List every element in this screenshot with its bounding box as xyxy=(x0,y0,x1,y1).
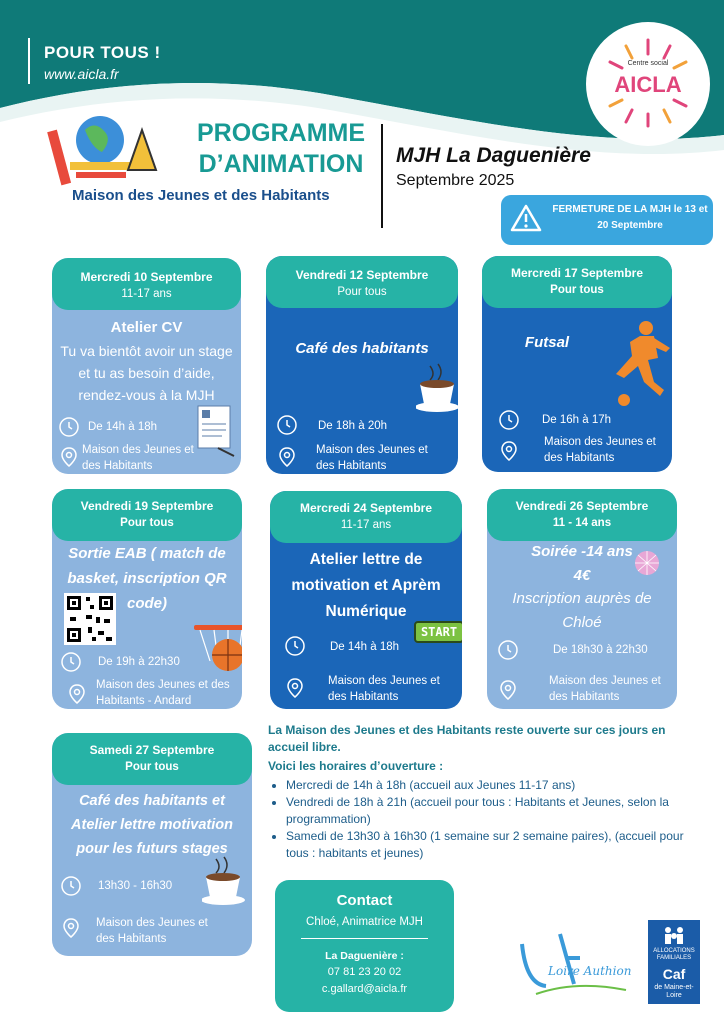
card-date: Vendredi 19 Septembre xyxy=(80,499,214,513)
location-pin-icon xyxy=(58,446,80,468)
card-time: De 19h à 22h30 xyxy=(98,656,180,668)
loire-authion-logo xyxy=(516,924,640,1004)
card-title: Café des habitants et Atelier lettre motivation pour les futurs stages xyxy=(71,793,233,857)
caf-family-icon xyxy=(662,924,686,946)
card-description: Tu va bientôt avoir un stage et tu as besoin d’aide, rendez-vous à la MJH xyxy=(60,343,233,403)
caf-top: ALLOCATIONS FAMILIALES xyxy=(653,948,695,961)
card-date: Vendredi 12 Septembre xyxy=(295,268,429,282)
location-pin-icon xyxy=(66,683,88,705)
title-line-1: PROGRAMME xyxy=(196,119,366,147)
school-supplies-icon xyxy=(40,100,170,190)
contact-card xyxy=(275,880,454,1012)
card-audience: 11-17 ans xyxy=(340,519,392,531)
card-price: 4€ xyxy=(573,567,591,584)
card-date: Mercredi 10 Septembre xyxy=(80,270,213,284)
event-card-sortie-eab xyxy=(52,489,242,709)
card-header xyxy=(270,491,462,543)
card-header xyxy=(482,256,672,308)
location-pin-icon xyxy=(60,917,82,939)
website-url[interactable]: www.aicla.fr xyxy=(44,66,119,82)
card-date: Vendredi 26 Septembre xyxy=(515,499,649,513)
card-header xyxy=(52,733,252,785)
card-title: Futsal xyxy=(524,334,570,351)
clock-icon xyxy=(276,414,298,436)
card-header xyxy=(52,489,242,541)
card-time: De 14h à 18h xyxy=(330,641,400,653)
clock-icon xyxy=(58,416,80,438)
clock-icon xyxy=(284,635,306,657)
logo-caption: Centre social xyxy=(627,60,669,67)
football-player-icon xyxy=(610,318,672,410)
coffee-cup-icon xyxy=(416,362,458,418)
event-card-futsal xyxy=(482,256,672,472)
card-audience: 11 - 14 ans xyxy=(552,517,612,529)
caf-name: Caf xyxy=(662,966,686,982)
contact-place: La Daguenière : xyxy=(325,950,404,962)
card-title: Soirée -14 ans xyxy=(531,543,633,560)
location-pin-icon xyxy=(498,440,520,462)
card-place: Maison des Jeunes et des Habitants - Andard xyxy=(96,679,230,707)
card-title: Café des habitants xyxy=(295,340,429,357)
info-hours-title: Voici les horaires d’ouverture : xyxy=(268,759,444,773)
loire-authion-text: Loire Authion xyxy=(548,964,632,978)
month-label: Septembre 2025 xyxy=(396,172,515,189)
card-time: De 18h30 à 22h30 xyxy=(553,644,648,656)
card-title: Atelier lettre de motivation et Aprèm Numérique xyxy=(291,551,441,620)
program-subtitle: Maison des Jeunes et des Habitants xyxy=(72,187,330,204)
clock-icon xyxy=(60,875,82,897)
disco-ball-icon xyxy=(633,549,661,577)
hours-item: • Samedi de 13h30 à 16h30 (1 semaine sur 2 semaine paires), (accueil pour tous : habitants et jeunes) xyxy=(286,828,698,862)
event-card-atelier-lettre xyxy=(270,491,462,709)
info-intro: La Maison des Jeunes et des Habitants reste ouverte sur ces jours en accueil libre. xyxy=(268,723,666,754)
qr-code-icon[interactable] xyxy=(64,593,116,645)
card-header xyxy=(266,256,458,308)
title-divider xyxy=(381,124,383,228)
card-date: Samedi 27 Septembre xyxy=(89,743,215,757)
card-title: Atelier CV xyxy=(110,319,183,336)
card-place: Maison des Jeunes et des Habitants xyxy=(316,444,428,472)
location-pin-icon xyxy=(497,679,519,701)
basketball-hoop-icon xyxy=(194,621,242,677)
card-place: Maison des Jeunes et des Habitants xyxy=(328,675,440,703)
clock-icon xyxy=(498,409,520,431)
card-place: Maison des Jeunes et des Habitants xyxy=(96,917,208,945)
card-audience: Pour tous xyxy=(120,517,174,529)
card-date: Mercredi 24 Septembre xyxy=(299,501,433,515)
card-time: De 18h à 20h xyxy=(318,420,388,432)
header-divider xyxy=(28,38,30,84)
card-date: Mercredi 17 Septembre xyxy=(510,266,644,280)
card-header xyxy=(487,489,677,541)
card-time: De 14h à 18h xyxy=(88,421,158,433)
card-place: Maison des Jeunes et des Habitants xyxy=(549,675,661,703)
card-place: Maison des Jeunes et des Habitants xyxy=(82,444,194,472)
program-title xyxy=(188,118,374,180)
card-time: 13h30 - 16h30 xyxy=(98,880,173,892)
card-description: Inscription auprès de Chloé xyxy=(512,590,652,631)
location-pin-icon xyxy=(276,446,298,468)
title-line-2: D’ANIMATION xyxy=(198,150,364,178)
contact-person: Chloé, Animatrice MJH xyxy=(306,916,423,928)
clock-icon xyxy=(497,639,519,661)
event-card-atelier-cv xyxy=(52,258,241,474)
pour-tous-text: POUR TOUS ! xyxy=(44,43,161,62)
coffee-cup-icon xyxy=(202,855,252,911)
card-audience: Pour tous xyxy=(550,284,604,296)
caf-region: de Maine-et-Loire xyxy=(654,984,694,999)
card-audience: Pour tous xyxy=(125,761,179,773)
event-card-cafe-atelier xyxy=(52,733,252,956)
hours-item: • Mercredi de 14h à 18h (accueil aux Jeunes 11-17 ans) xyxy=(286,777,698,794)
contact-email[interactable]: c.gallard@aicla.fr xyxy=(321,983,408,995)
cv-document-icon xyxy=(194,404,238,460)
start-badge: START xyxy=(414,621,462,643)
hours-item: • Vendredi de 18h à 21h (accueil pour tous : Habitants et Jeunes, selon la programmation) xyxy=(286,794,698,828)
hours-list xyxy=(268,777,698,862)
clock-icon xyxy=(60,651,82,673)
contact-divider xyxy=(301,938,428,939)
contact-phone[interactable]: 07 81 23 20 02 xyxy=(327,966,402,978)
card-header xyxy=(52,258,241,310)
event-card-cafe-habitants xyxy=(266,256,458,474)
card-time: De 16h à 17h xyxy=(542,414,612,426)
card-audience: 11-17 ans xyxy=(121,288,172,300)
contact-title: Contact xyxy=(336,892,393,909)
event-card-soiree xyxy=(487,489,677,709)
card-audience: Pour tous xyxy=(337,286,387,298)
closure-alert-text: FERMETURE DE LA MJH le 13 et 20 Septembre xyxy=(552,204,708,231)
location-pin-icon xyxy=(284,677,306,699)
logo-text: AICLA xyxy=(614,72,682,97)
warning-icon xyxy=(510,203,542,233)
caf-logo xyxy=(648,920,700,1004)
card-place: Maison des Jeunes et des Habitants xyxy=(544,436,656,464)
opening-hours-info xyxy=(268,722,698,862)
card-title: Sortie EAB ( match de basket, inscription QR code) xyxy=(67,545,227,612)
location-title: MJH La Daguenière xyxy=(396,144,591,167)
